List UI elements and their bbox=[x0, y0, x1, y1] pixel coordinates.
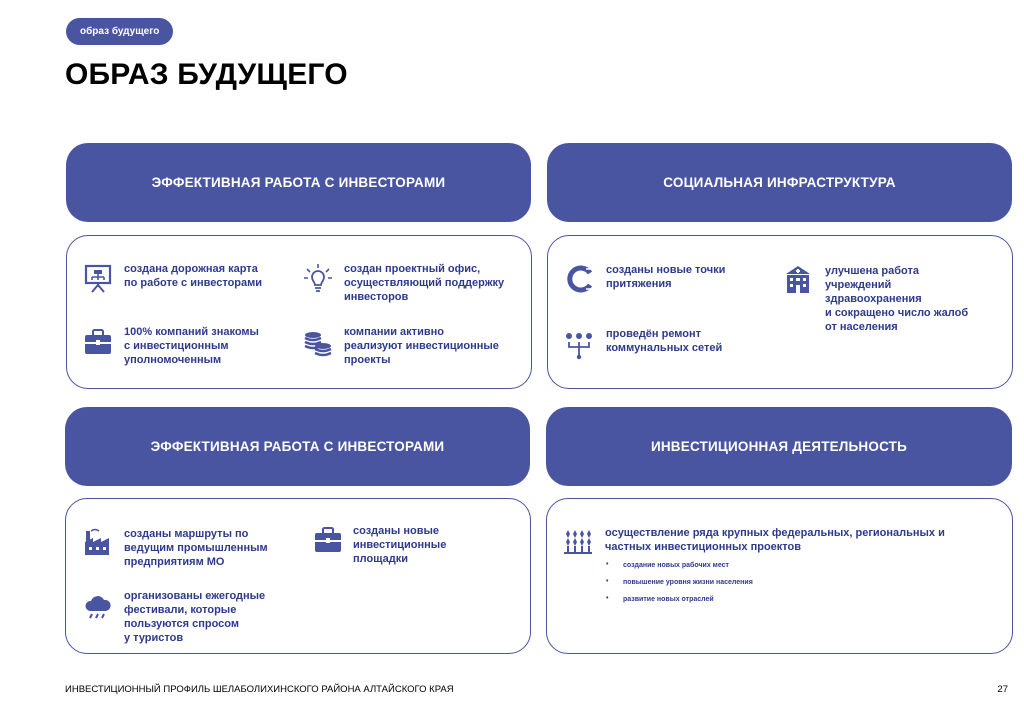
page-title: ОБРАЗ БУДУЩЕГО bbox=[65, 58, 348, 91]
magnet-icon bbox=[564, 264, 594, 294]
block-3-item-1-text: созданы маршруты по ведущим промышленным предприятиям МО bbox=[124, 528, 268, 568]
page-number: 27 bbox=[997, 684, 1008, 695]
wheat-icon bbox=[563, 526, 593, 556]
block-3-item-3-text: организованы ежегодные фестивали, которые пользуются спросом у туристов bbox=[124, 590, 266, 644]
block-2-heading: СОЦИАЛЬНАЯ ИНФРАСТРУКТУРА bbox=[663, 175, 896, 190]
block-1-item-1-text: создана дорожная карта по работе с инвесторами bbox=[124, 263, 263, 289]
block-4-box bbox=[546, 498, 1013, 654]
block-2-header bbox=[547, 143, 1012, 222]
bullet-item: • создание новых рабочих мест bbox=[623, 562, 729, 569]
block-3-item-2-text: созданы новые инвестиционные площадки bbox=[353, 525, 447, 565]
block-2-item-2-text: улучшена работа учреждений здравоохранения и сокращено число жалоб от населения bbox=[825, 265, 969, 333]
hospital-building-icon bbox=[783, 265, 813, 295]
block-4-header bbox=[546, 407, 1012, 486]
section-tag: образ будущего bbox=[66, 18, 173, 45]
network-icon bbox=[564, 330, 594, 360]
block-4-heading: ИНВЕСТИЦИОННАЯ ДЕЯТЕЛЬНОСТЬ bbox=[650, 439, 908, 454]
block-3-box bbox=[65, 498, 531, 654]
block-1-header bbox=[66, 143, 531, 222]
factory-icon bbox=[83, 527, 113, 557]
block-1-item-4-text: компании активно реализуют инвестиционные проекты bbox=[344, 326, 499, 366]
coins-icon bbox=[303, 329, 333, 359]
block-3-header bbox=[65, 407, 530, 486]
block-2-box bbox=[547, 235, 1013, 389]
briefcase-icon bbox=[313, 525, 343, 555]
block-4-item-1-text: осуществление ряда крупных федеральных, региональных и частных инвестиционных проектов bbox=[605, 527, 945, 553]
briefcase-icon bbox=[83, 327, 113, 357]
block-1-heading: ЭФФЕКТИВНАЯ РАБОТА С ИНВЕСТОРАМИ bbox=[151, 175, 446, 190]
block-1-box bbox=[66, 235, 532, 389]
lightbulb-icon bbox=[303, 263, 333, 293]
block-3-heading: ЭФФЕКТИВНАЯ РАБОТА С ИНВЕСТОРАМИ bbox=[150, 439, 445, 454]
rain-cloud-icon bbox=[83, 593, 113, 623]
block-2-item-3-text: проведён ремонт коммунальных сетей bbox=[606, 328, 723, 354]
footer-text: ИНВЕСТИЦИОННЫЙ ПРОФИЛЬ ШЕЛАБОЛИХИНСКОГО РАЙОНА АЛТАЙСКОГО КРАЯ bbox=[65, 684, 454, 695]
bullet-item: • повышение уровня жизни населения bbox=[623, 579, 753, 586]
bullet-item: • развитие новых отраслей bbox=[623, 596, 714, 603]
block-1-item-2-text: создан проектный офис, осуществляющий поддержку инвесторов bbox=[344, 263, 505, 303]
block-1-item-3-text: 100% компаний знакомы с инвестиционным уполномоченным bbox=[124, 326, 259, 366]
presentation-board-icon bbox=[83, 263, 113, 293]
block-2-item-1-text: созданы новые точки притяжения bbox=[606, 264, 726, 290]
